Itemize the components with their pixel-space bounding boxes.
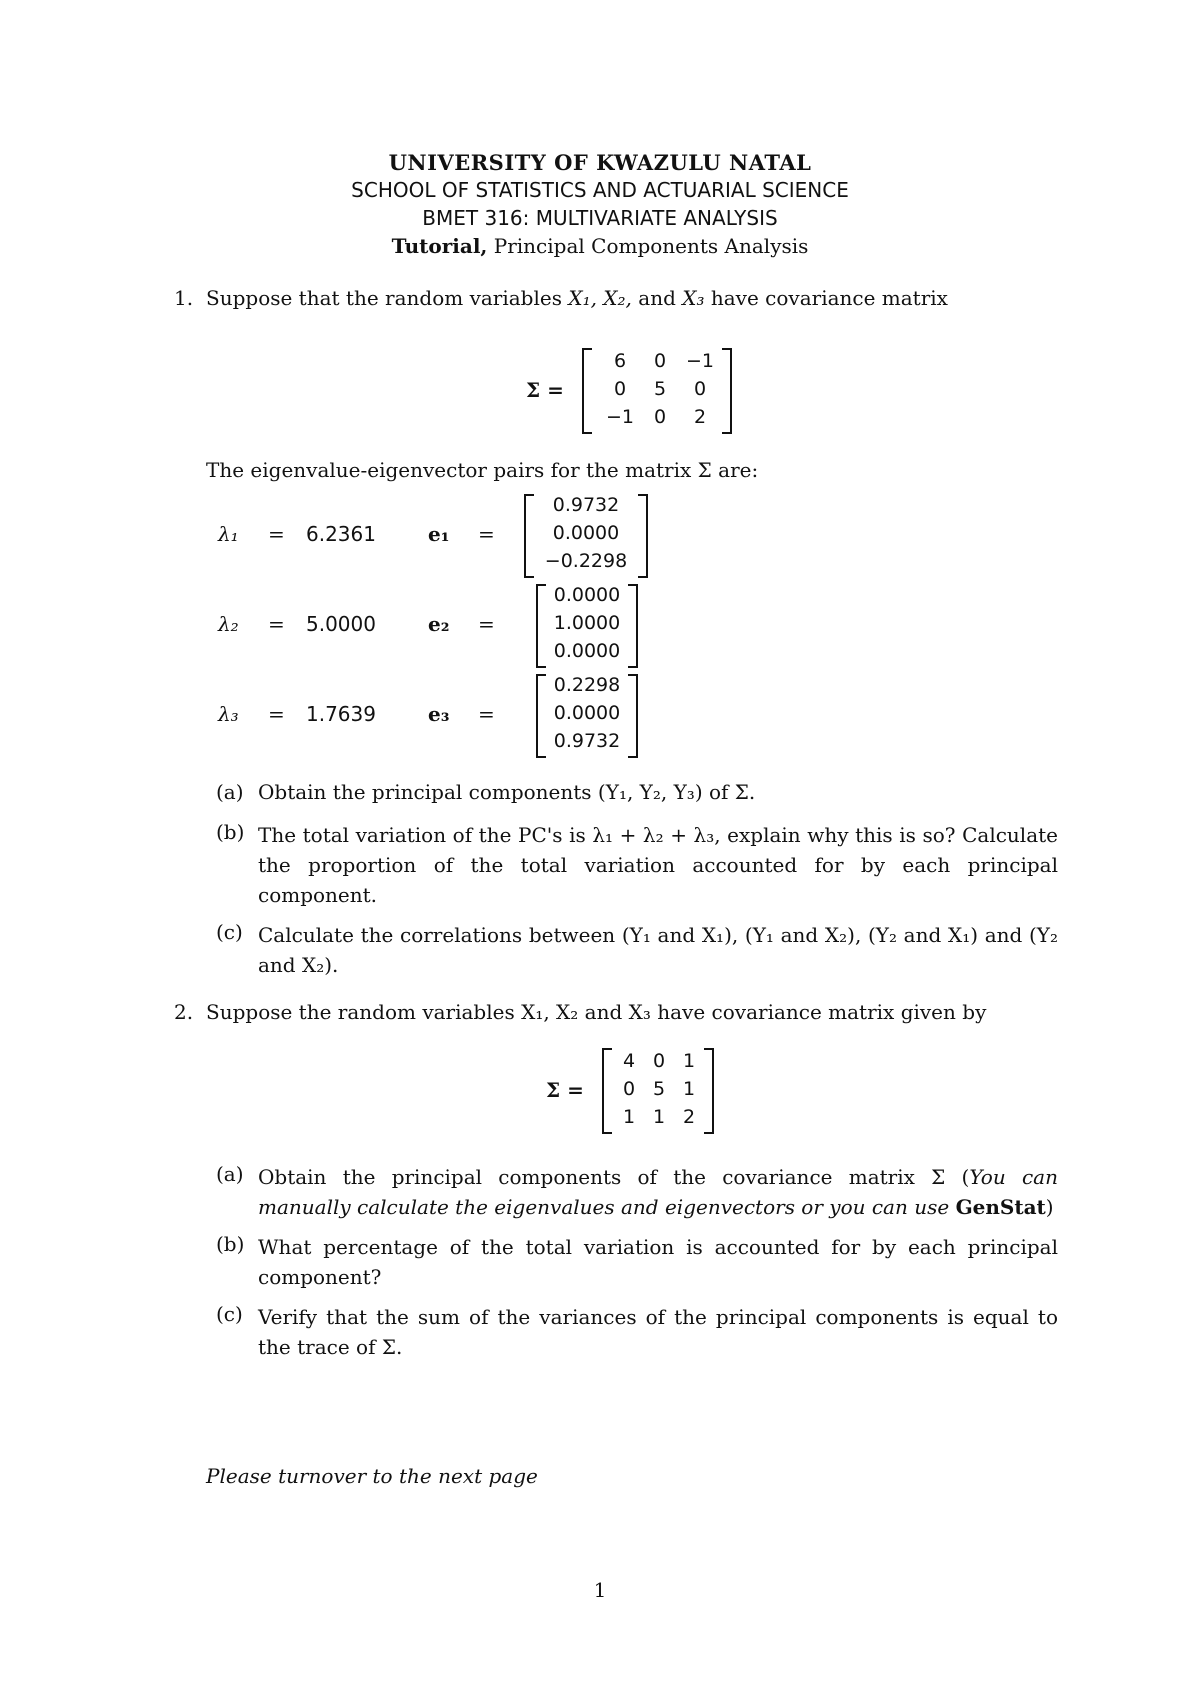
matrix-cell: 0 (622, 1078, 636, 1100)
vector-cell: 0.0000 (552, 522, 620, 544)
q2-covariance-matrix (602, 1048, 714, 1134)
right-bracket (638, 494, 648, 578)
q1-intro-and: and (631, 286, 683, 310)
tutorial-label: Tutorial, (391, 234, 488, 258)
q1-part-c-text: Calculate the correlations between (Y₁ and X₁), (Y₁ and X₂), (Y₂ and X₁) and (Y₂ and X₂). (258, 923, 1058, 977)
q2-part-b-label: (b) (216, 1232, 245, 1256)
left-bracket (582, 348, 592, 434)
lambda-3-label: λ₃ (218, 702, 239, 726)
matrix-cell: −1 (605, 406, 634, 428)
e-2-label: e₂ (428, 612, 450, 636)
lambda-1-label: λ₁ (218, 522, 239, 546)
vector-cell: 1.0000 (553, 612, 621, 634)
eigenvector-1 (524, 494, 648, 578)
matrix-cell: 1 (622, 1106, 636, 1128)
equals-sign: = (478, 522, 495, 546)
vector-cell: 0.0000 (553, 640, 621, 662)
matrix-cell: 0 (613, 378, 627, 400)
equals-sign: = (478, 612, 495, 636)
q1-intro-vars: X₁, X₂, (568, 286, 632, 310)
q2-part-a-pre: Obtain the principal components of the covariance matrix Σ ( (258, 1165, 970, 1189)
matrix-cell: 0 (693, 378, 707, 400)
lambda-2-value: 5.0000 (306, 612, 376, 636)
q1-part-c-label: (c) (216, 920, 243, 944)
q2-sigma-label: Σ = (546, 1078, 584, 1102)
matrix-cell: 1 (682, 1050, 696, 1072)
left-bracket (524, 494, 534, 578)
matrix-cell: 5 (652, 1078, 666, 1100)
turnover-note: Please turnover to the next page (206, 1464, 538, 1488)
matrix-cell: −1 (685, 350, 714, 372)
left-bracket (602, 1048, 612, 1134)
matrix-cell: 2 (682, 1106, 696, 1128)
matrix-cell: 0 (652, 1050, 666, 1072)
q1-pairs-intro: The eigenvalue-eigenvector pairs for the matrix Σ are: (206, 458, 759, 482)
right-bracket (628, 674, 638, 758)
matrix-cell: 5 (653, 378, 667, 400)
q1-part-b-label: (b) (216, 820, 245, 844)
school-title: SCHOOL OF STATISTICS AND ACTUARIAL SCIENCE (351, 178, 849, 202)
q2-number: 2. (174, 1000, 194, 1024)
vector-cell: 0.0000 (553, 584, 621, 606)
matrix-cell: 0 (653, 350, 667, 372)
q2-part-b-text: What percentage of the total variation is accounted for by each principal component? (258, 1235, 1058, 1289)
q2-part-a-label: (a) (216, 1162, 244, 1186)
q1-part-a-text: Obtain the principal components (Y₁, Y₂, Y₃) of Σ. (258, 780, 756, 804)
lambda-1-value: 6.2361 (306, 522, 376, 546)
vector-cell: 0.9732 (552, 494, 620, 516)
right-bracket (628, 584, 638, 668)
vector-cell: 0.2298 (553, 674, 621, 696)
equals-sign: = (268, 522, 285, 546)
right-bracket (722, 348, 732, 434)
course-title: BMET 316: MULTIVARIATE ANALYSIS (422, 206, 778, 230)
vector-cell: 0.0000 (553, 702, 621, 724)
q1-intro (206, 286, 948, 310)
eigenvector-3 (536, 674, 638, 758)
q1-part-b-text: The total variation of the PC's is λ₁ + λ₂ + λ₃, explain why this is so? Calculate the proportion of the total variation accounted for by each principal component. (258, 823, 1058, 907)
q1-intro-pre: Suppose that the random variables (206, 286, 569, 310)
right-bracket (704, 1048, 714, 1134)
q1-covariance-matrix (582, 348, 732, 434)
page-number: 1 (593, 1578, 607, 1602)
lambda-2-label: λ₂ (218, 612, 239, 636)
q1-number: 1. (174, 286, 194, 310)
e-3-label: e₃ (428, 702, 450, 726)
q1-intro-x3: X₃ (682, 286, 705, 310)
q2-part-a-italic: You can manually calculate the eigenvalues and eigenvectors or you can use (258, 1165, 1058, 1219)
q2-part-c-text: Verify that the sum of the variances of the principal components is equal to the trace of Σ. (258, 1305, 1058, 1359)
equals-sign: = (268, 702, 285, 726)
matrix-cell: 6 (613, 350, 627, 372)
q2-intro: Suppose the random variables X₁, X₂ and X₃ have covariance matrix given by (206, 1000, 987, 1024)
q1-part-a-label: (a) (216, 780, 244, 804)
lambda-3-value: 1.7639 (306, 702, 376, 726)
q2-part-a-post: ) (1045, 1195, 1054, 1219)
left-bracket (536, 584, 546, 668)
equals-sign: = (478, 702, 495, 726)
matrix-cell: 2 (693, 406, 707, 428)
vector-cell: 0.9732 (553, 730, 621, 752)
genstat-label: GenStat (955, 1195, 1046, 1219)
tutorial-title (0, 234, 1200, 258)
eigenvector-2 (536, 584, 638, 668)
q2-part-a-text (258, 1162, 1058, 1222)
q1-intro-post: have covariance matrix (704, 286, 948, 310)
matrix-cell: 4 (622, 1050, 636, 1072)
tutorial-topic: Principal Components Analysis (487, 234, 809, 258)
matrix-cell: 1 (682, 1078, 696, 1100)
q2-part-c-label: (c) (216, 1302, 243, 1326)
vector-cell: −0.2298 (544, 550, 628, 572)
matrix-cell: 0 (653, 406, 667, 428)
e-1-label: e₁ (428, 522, 450, 546)
left-bracket (536, 674, 546, 758)
university-title: UNIVERSITY OF KWAZULU NATAL (388, 150, 812, 175)
matrix-cell: 1 (652, 1106, 666, 1128)
q1-sigma-label: Σ = (526, 378, 564, 402)
equals-sign: = (268, 612, 285, 636)
